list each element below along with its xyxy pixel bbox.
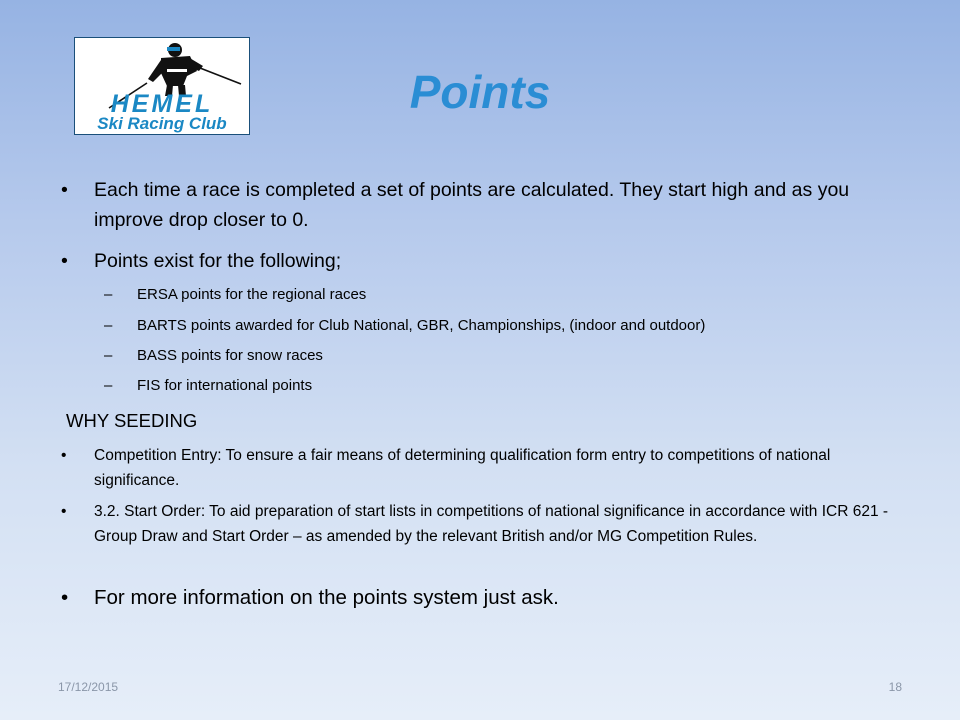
slide-title: Points	[409, 66, 551, 118]
bullet-text: 3.2. Start Order: To aid preparation of start lists in competitions of national significance in accordance with ICR 621 - Group Draw and Start Order – as amended by the relevant British and/or MG Competition Rules.	[94, 503, 889, 545]
bullet-marker: •	[61, 250, 68, 272]
bullet-marker: •	[61, 447, 67, 464]
bullet-text: Each time a race is completed a set of points are calculated. They start high and as you improve drop closer to 0.	[94, 179, 850, 231]
sub-list-item	[104, 316, 897, 336]
page-number: 18	[888, 680, 902, 694]
dash-marker: –	[104, 347, 113, 364]
sub-list-item	[104, 285, 897, 305]
sub-list-item	[104, 376, 897, 396]
dash-marker: –	[104, 286, 113, 303]
sub-item-text: FIS for international points	[137, 377, 313, 394]
logo-club-text: Ski Racing Club	[97, 114, 227, 133]
list-item	[61, 583, 894, 613]
logo-name-text: HEMEL	[110, 90, 214, 118]
list-item	[61, 175, 880, 235]
bullet-marker: •	[61, 586, 69, 609]
bullet-marker: •	[61, 179, 68, 201]
bullet-text: Points exist for the following;	[94, 250, 342, 272]
bullet-text: Competition Entry: To ensure a fair means of determining qualification form entry to competitions of national significance.	[94, 447, 831, 489]
sub-item-text: BASS points for snow races	[137, 347, 323, 364]
bullet-marker: •	[61, 503, 67, 520]
list-item	[61, 443, 894, 493]
sub-item-text: BARTS points awarded for Club National, GBR, Championships, (indoor and outdoor)	[137, 317, 706, 334]
sub-list-item	[104, 346, 897, 366]
list-item	[61, 499, 894, 549]
bullet-text: For more information on the points system just ask.	[94, 586, 559, 609]
dash-marker: –	[104, 377, 113, 394]
sub-item-text: ERSA points for the regional races	[137, 286, 367, 303]
list-item	[61, 246, 880, 276]
footer-date: 17/12/2015	[58, 680, 119, 694]
section-heading: WHY SEEDING	[66, 410, 198, 431]
dash-marker: –	[104, 317, 113, 334]
